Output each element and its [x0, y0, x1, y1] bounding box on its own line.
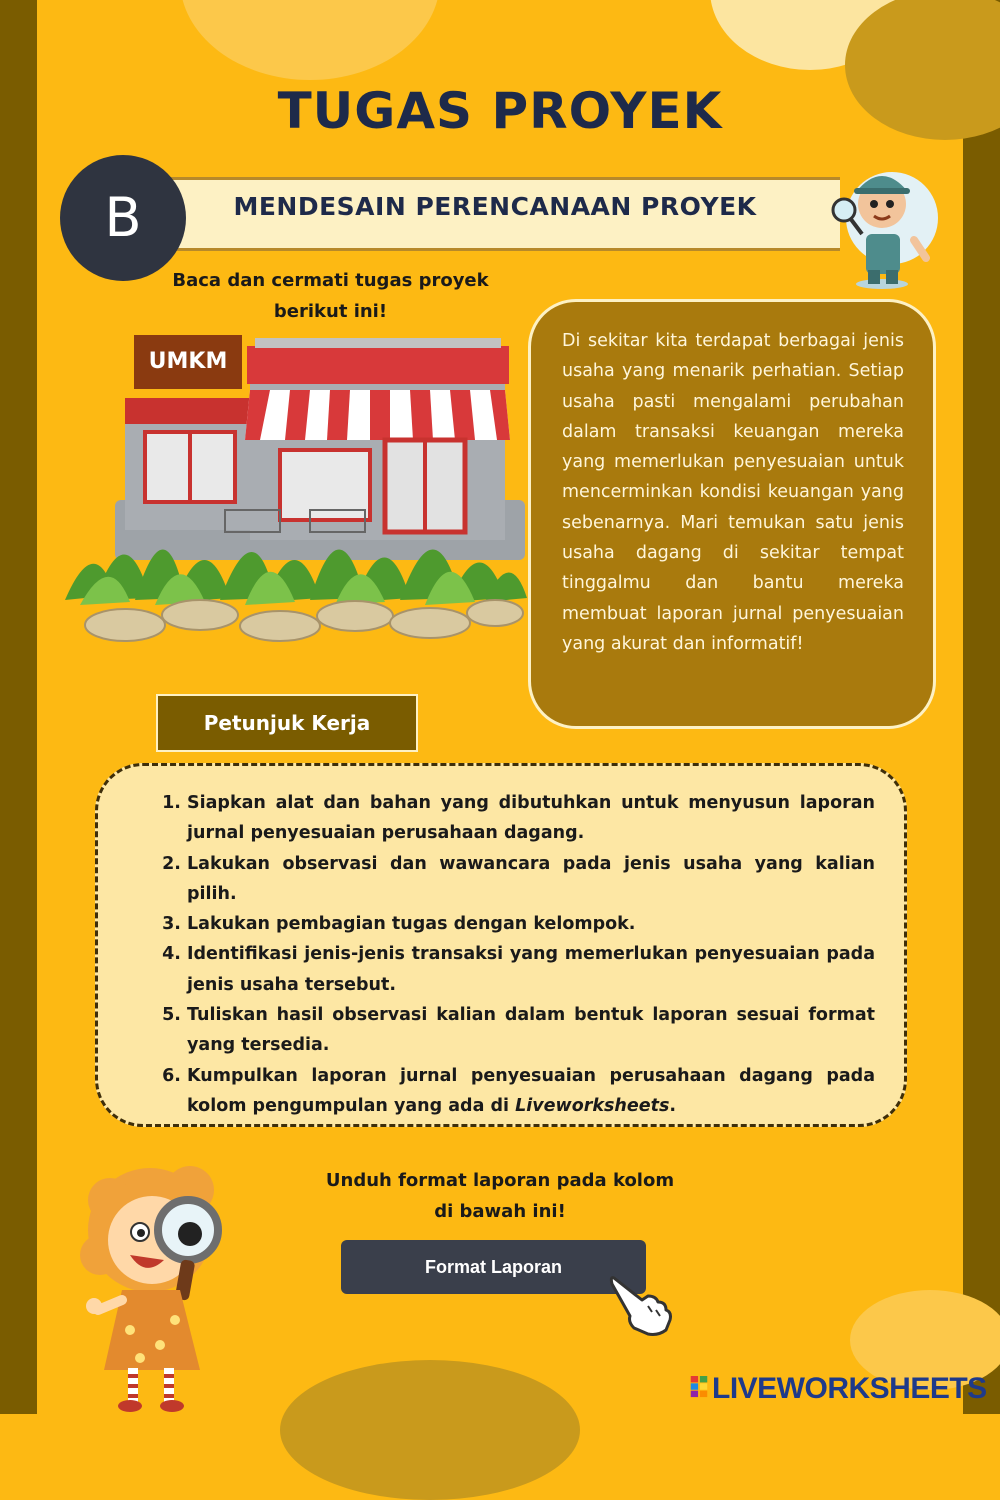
girl-with-magnifier-icon	[80, 1160, 250, 1414]
decor-blob	[280, 1360, 580, 1500]
detective-boy-icon	[822, 148, 938, 293]
format-laporan-button[interactable]: Format Laporan	[341, 1240, 646, 1294]
liveworksheets-logo-icon	[690, 1376, 708, 1398]
download-line-2: di bawah ini!	[434, 1201, 566, 1222]
list-item: 1. Siapkan alat dan bahan yang dibutuhkan untuk menyusun laporan jurnal penyesuaian perusahaan dagang.	[187, 788, 875, 849]
intro-text	[168, 265, 493, 327]
section-letter-badge: B	[60, 155, 186, 281]
liveworksheets-italic: Liveworksheets	[515, 1095, 670, 1116]
right-side-bar	[963, 0, 1000, 1414]
list-item: 2. Lakukan observasi dan wawancara pada jenis usaha yang kalian pilih.	[187, 849, 875, 910]
left-side-bar	[0, 0, 37, 1414]
list-item: 3. Lakukan pembagian tugas dengan kelompok.	[187, 909, 875, 939]
store-illustration	[55, 330, 530, 645]
list-item: 6. Kumpulkan laporan jurnal penyesuaian perusahaan dagang pada kolom pengumpulan yang ada di Liveworksheets.	[187, 1061, 875, 1122]
page-title: TUGAS PROYEK	[277, 82, 723, 140]
download-text	[320, 1165, 680, 1227]
list-item: 5. Tuliskan hasil observasi kalian dalam bentuk laporan sesuai format yang tersedia.	[187, 1000, 875, 1061]
download-line-1: Unduh format laporan pada kolom	[325, 1170, 675, 1191]
decor-blob	[180, 0, 440, 80]
description-text: Di sekitar kita terdapat berbagai jenis usaha yang menarik perhatian. Setiap usaha pasti mengalami perubahan dalam transaksi keuangan mereka yang memerlukan penyesuaian untuk mencerminkan kondisi keuangan yang sebenarnya. Mari temukan satu jenis usaha dagang di sekitar tempat tinggalmu dan bantu mereka membuat laporan jurnal penyesuaian yang akurat dan informatif!	[562, 331, 904, 654]
umkm-sign: UMKM	[134, 335, 242, 389]
intro-line-2: berikut ini!	[273, 301, 388, 322]
section-title: MENDESAIN PERENCANAAN PROYEK	[233, 192, 757, 221]
liveworksheets-brand[interactable]: LIVEWORKSHEETS	[712, 1372, 987, 1405]
pointing-hand-icon	[608, 1272, 674, 1338]
instructions-list	[155, 788, 875, 1121]
list-item: 4. Identifikasi jenis-jenis transaksi yang memerlukan penyesuaian pada jenis usaha tersebut.	[187, 939, 875, 1000]
intro-line-1: Baca dan cermati tugas proyek	[172, 270, 489, 291]
instructions-label: Petunjuk Kerja	[156, 694, 418, 752]
